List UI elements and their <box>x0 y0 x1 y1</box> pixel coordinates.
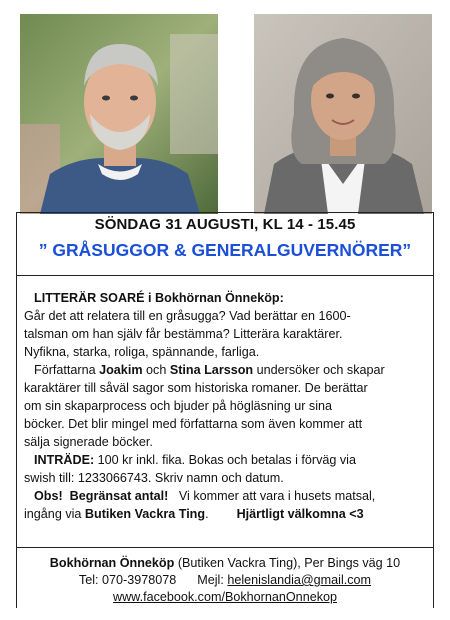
shop-name: Butiken Vackra Ting <box>84 507 206 521</box>
author-name-stina: Stina Larsson <box>169 363 254 377</box>
entry-line <box>24 451 424 469</box>
authors-text-line: böcker. Det blir mingel med författarna som även kommer att <box>24 417 363 431</box>
notice-mid: . <box>205 507 237 521</box>
event-description <box>24 289 424 523</box>
phone-number: 070-3978078 <box>102 573 177 587</box>
entry-label: INTRÄDE: <box>34 453 95 467</box>
welcome-text: Hjärtligt välkomna <3 <box>236 507 364 521</box>
website-line <box>16 589 434 606</box>
frame-top-line <box>16 212 434 213</box>
man-portrait-image <box>20 14 218 214</box>
intro-heading: LITTERÄR SOARÉ i Bokhörnan Önneköp: <box>34 291 284 305</box>
authors-suffix: undersöker och skapar <box>253 363 385 377</box>
authors-line <box>24 361 424 379</box>
author-photo-man <box>20 14 218 214</box>
contact-line <box>16 572 434 589</box>
authors-and: och <box>142 363 170 377</box>
authors-text-line: sälja signerade böcker. <box>24 435 153 449</box>
intro-line: talsman om han själv får bestämma? Litterära karaktärer. <box>24 327 343 341</box>
entry-text: 100 kr inkl. fika. Bokas och betalas i förväg via <box>94 453 356 467</box>
mail-label: Mejl: <box>176 573 228 587</box>
notice-label: Obs! Begränsat antal! <box>34 489 169 503</box>
notice-line <box>24 487 424 505</box>
notice-prefix: ingång via <box>24 507 85 521</box>
header-divider <box>16 275 434 276</box>
notice-line-2 <box>24 505 424 523</box>
email-link[interactable]: helenislandia@gmail.com <box>227 573 372 587</box>
author-name-joakim: Joakim <box>99 363 143 377</box>
authors-text-line: om sin skaparprocess och bjuder på högläsning ur sina <box>24 399 333 413</box>
facebook-link[interactable]: www.facebook.com/BokhornanOnnekop <box>112 590 338 604</box>
event-title: ” GRÅSUGGOR & GENERALGUVERNÖRER” <box>38 240 412 260</box>
intro-line: Nyfikna, starka, roliga, spännande, farliga. <box>24 345 260 359</box>
author-photo-woman <box>254 14 432 214</box>
venue-address: (Butiken Vackra Ting), Per Bings väg 10 <box>174 556 401 570</box>
frame-left-line <box>16 212 17 608</box>
event-date: SÖNDAG 31 AUGUSTI, KL 14 - 15.45 <box>94 216 356 233</box>
venue-line <box>16 555 434 572</box>
authors-prefix: Författarna <box>34 363 100 377</box>
notice-text: Vi kommer att vara i husets matsal, <box>168 489 376 503</box>
venue-name: Bokhörnan Önneköp <box>49 556 175 570</box>
frame-right-line <box>433 212 434 608</box>
intro-heading-line <box>24 289 424 307</box>
intro-line: Går det att relatera till en gråsugga? Vad berättar en 1600- <box>24 309 351 323</box>
authors-text-line: karaktärer till såväl sagor som historiska romaner. De berättar <box>24 381 368 395</box>
phone-label: Tel: <box>78 573 103 587</box>
footer-divider <box>16 547 434 548</box>
entry-swish-line: swish till: 1233066743. Skriv namn och datum. <box>24 471 284 485</box>
woman-portrait-image <box>254 14 432 214</box>
contact-footer <box>16 555 434 606</box>
